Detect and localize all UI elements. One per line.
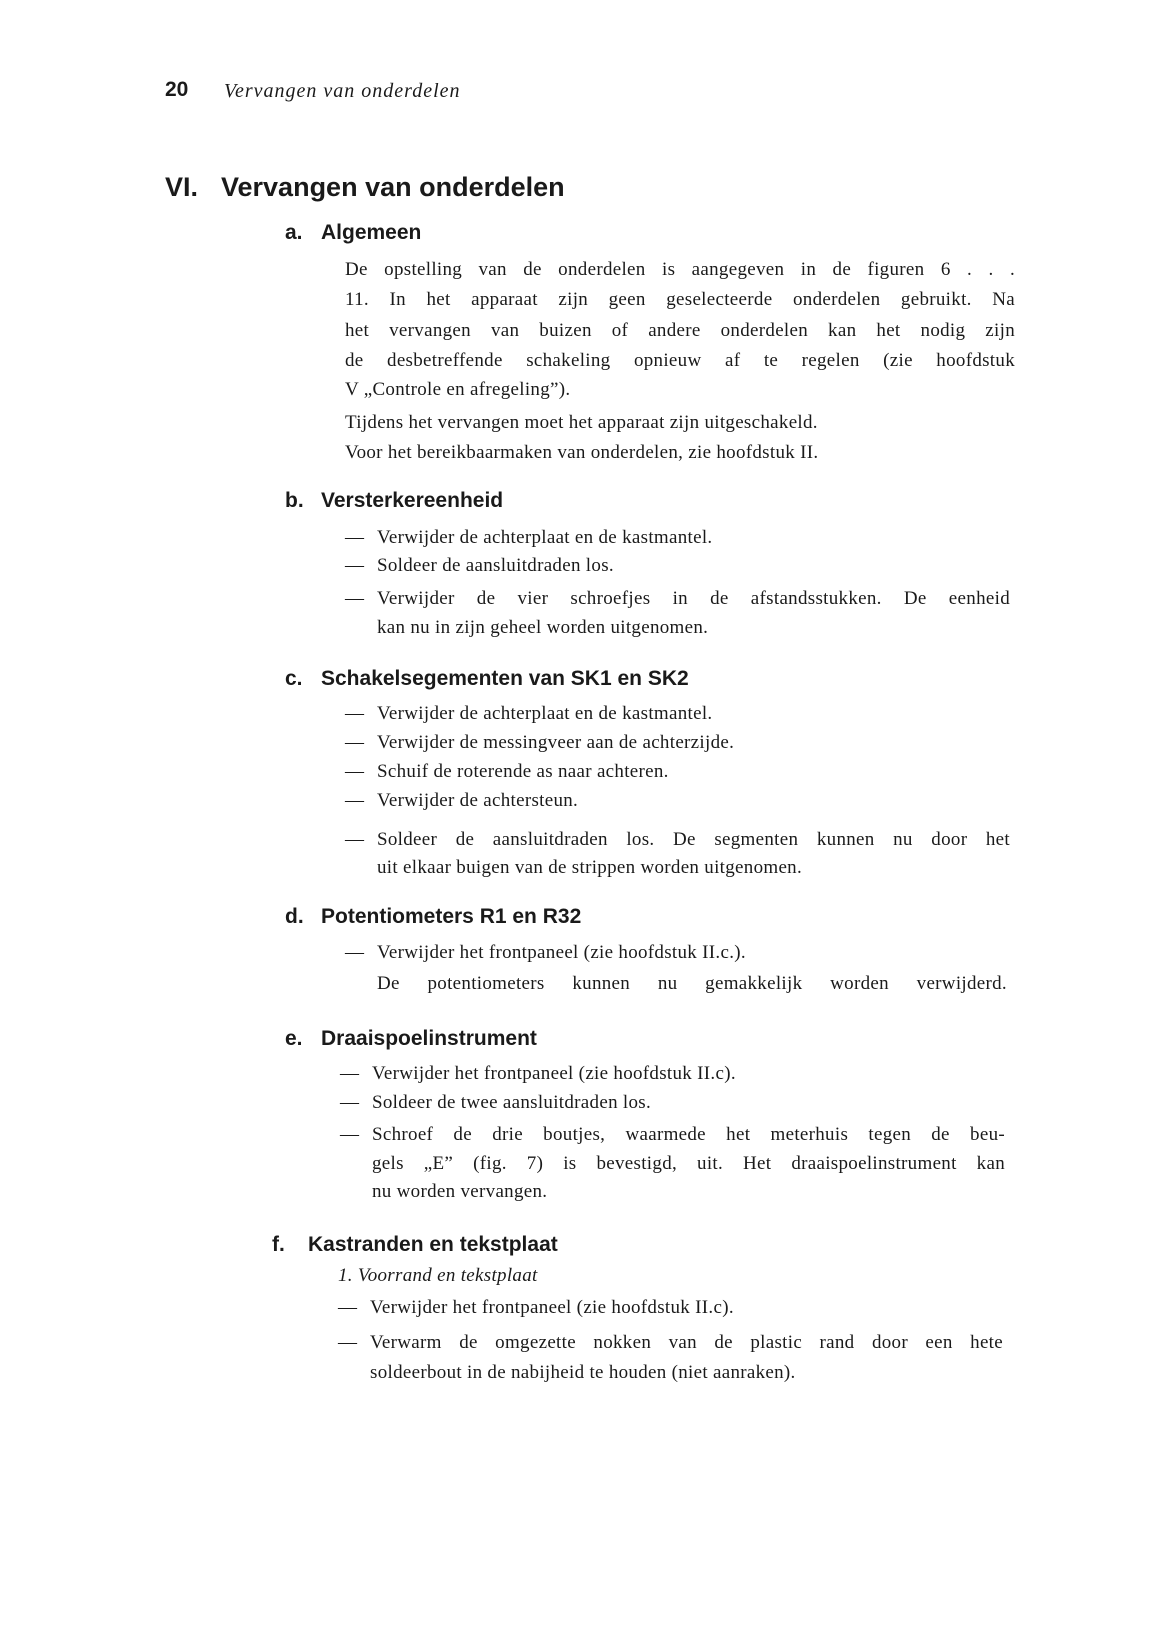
list-item-continuation: kan nu in zijn geheel worden uitgenomen. <box>377 617 709 638</box>
paragraph-line: V „Controle en afregeling”). <box>345 379 571 400</box>
dash: — <box>345 527 365 548</box>
chapter-heading <box>165 172 565 203</box>
list-item: — Verwijder de achterplaat en de kastmantel. <box>345 527 713 548</box>
chapter-number: VI. <box>165 172 199 202</box>
section-heading-f <box>272 1233 558 1257</box>
paragraph-line: Voor het bereikbaarmaken van onderdelen, zie hoofdstuk II. <box>345 442 819 463</box>
list-item: — Schuif de roterende as naar achteren. <box>345 761 669 782</box>
paragraph-line: De potentiometers kunnen nu gemakkelijk worden verwijderd. <box>377 973 1007 994</box>
section-letter: b. <box>285 489 304 512</box>
paragraph-line: het vervangen van buizen of andere onderdelen kan het nodig zijn <box>345 320 1015 341</box>
section-title: Potentiometers R1 en R32 <box>321 905 582 928</box>
chapter-title: Vervangen van onderdelen <box>221 172 565 202</box>
running-title: Vervangen van onderdelen <box>224 80 461 102</box>
list-item: — Verwijder de achtersteun. <box>345 790 579 811</box>
list-item: — Soldeer de aansluitdraden los. <box>345 555 614 576</box>
page-number: 20 <box>165 78 189 101</box>
paragraph-line: Tijdens het vervangen moet het apparaat zijn uitgeschakeld. <box>345 412 818 433</box>
list-item-continuation: nu worden vervangen. <box>372 1181 548 1202</box>
list-item: — Verwarm de omgezette nokken van de plastic rand door een hete <box>338 1332 1003 1353</box>
list-item: — Soldeer de twee aansluitdraden los. <box>340 1092 652 1113</box>
paragraph-line: de desbetreffende schakeling opnieuw af te regelen (zie hoofdstuk <box>345 350 1015 371</box>
list-item-continuation: uit elkaar buigen van de strippen worden uitgenomen. <box>377 857 803 878</box>
dash: — <box>345 588 365 609</box>
list-item: — Verwijder het frontpaneel (zie hoofdstuk II.c). <box>340 1063 736 1084</box>
subsection-heading: 1. Voorrand en tekstplaat <box>338 1265 538 1286</box>
list-item: — Verwijder de messingveer aan de achterzijde. <box>345 732 735 753</box>
section-title: Schakelsegementen van SK1 en SK2 <box>321 667 689 690</box>
section-title: Draaispoelinstrument <box>321 1027 537 1050</box>
list-item: — Verwijder het frontpaneel (zie hoofdstuk II.c). <box>338 1297 734 1318</box>
paragraph-line: De opstelling van de onderdelen is aangegeven in de figuren 6 . . . <box>345 259 1015 280</box>
section-letter: d. <box>285 905 304 928</box>
section-letter: a. <box>285 221 303 244</box>
section-letter: f. <box>272 1233 285 1256</box>
list-item: — Schroef de drie boutjes, waarmede het meterhuis tegen de beu- <box>340 1124 1005 1145</box>
list-item-continuation: soldeerbout in de nabijheid te houden (niet aanraken). <box>370 1362 796 1383</box>
section-heading-a <box>285 221 421 245</box>
section-heading-e <box>285 1027 537 1051</box>
list-item: — Verwijder de achterplaat en de kastmantel. <box>345 703 713 724</box>
list-item-continuation: gels „E” (fig. 7) is bevestigd, uit. Het draaispoelinstrument kan <box>372 1153 1005 1174</box>
paragraph-line: 11. In het apparaat zijn geen geselecteerde onderdelen gebruikt. Na <box>345 289 1015 310</box>
section-heading-b <box>285 489 503 513</box>
section-letter: e. <box>285 1027 303 1050</box>
section-heading-d <box>285 905 581 929</box>
list-item: — Verwijder het frontpaneel (zie hoofdstuk II.c.). <box>345 942 746 963</box>
section-title: Kastranden en tekstplaat <box>308 1233 558 1256</box>
section-title: Versterkereenheid <box>321 489 504 512</box>
list-item: — Soldeer de aansluitdraden los. De segmenten kunnen nu door het <box>345 829 1010 850</box>
section-title: Algemeen <box>321 221 422 244</box>
section-heading-c <box>285 667 689 691</box>
section-letter: c. <box>285 667 303 690</box>
list-item: — Verwijder de vier schroefjes in de afstandsstukken. De eenheid <box>345 588 1010 609</box>
dash: — <box>345 555 365 576</box>
